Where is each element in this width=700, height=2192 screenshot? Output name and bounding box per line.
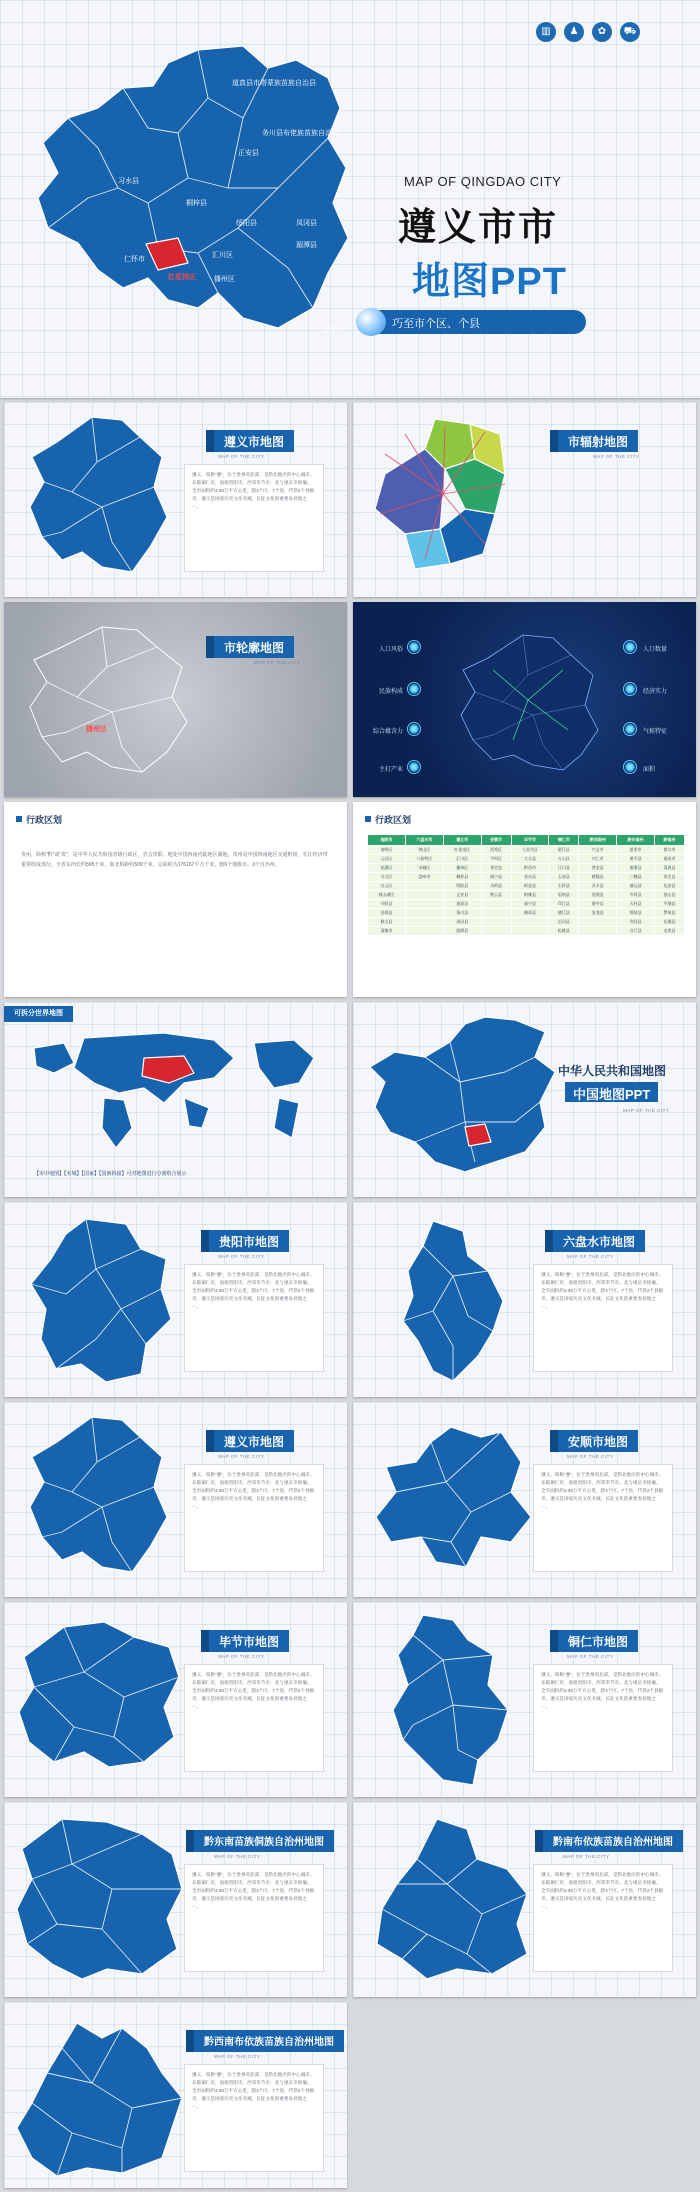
- liupanshui-textbox: 遵义，简称“遵”，位于贵州省北部，是黔北地区的中心城市。东临铜仁市，南接贵阳市，西邻毕节市，北与重庆市接壤。全市面积约3.08万平方公里，辖3个区、7个县，代管2个县级市。遵义是国家历史文化名城，长征文化的重要发祥地之一。: [533, 1264, 673, 1372]
- cover-pill-text: 巧至市个区、个县: [392, 318, 480, 330]
- admin-table-cell: 贵定县: [655, 873, 685, 882]
- admin-table-cell: 贞丰县: [579, 882, 617, 891]
- admin-table-cell: 沿河县: [549, 918, 579, 927]
- admin-table-cell: 盘州市: [405, 873, 443, 882]
- admin-table-row: [368, 882, 685, 891]
- admin-table-cell: 安龙县: [579, 909, 617, 918]
- slide-bijie: [4, 1602, 347, 1797]
- ring-left-4: [407, 760, 421, 774]
- anshun-subtitle: MAP OF THE CITY: [567, 1454, 614, 1459]
- admin-table-cell: [405, 882, 443, 891]
- cover-label-fenggang: 凤冈县: [296, 220, 317, 227]
- slide1-subtitle: MAP OF THE CITY: [218, 454, 265, 459]
- admin-table-cell: 都匀市: [655, 846, 685, 855]
- cover-pill-ball: [356, 308, 386, 336]
- admin-right-header: 行政区划: [375, 815, 412, 825]
- admin-table-cell: [405, 891, 443, 900]
- admin-table-cell: 南明区: [368, 846, 406, 855]
- admin-table-cell: [481, 927, 511, 936]
- admin-table-header-cell: 遵义市: [443, 835, 481, 846]
- ring-right-label-2: 经济实力: [643, 689, 668, 695]
- admin-table-header-cell: 地级市: [368, 835, 406, 846]
- zunyi2-textbox: 遵义，简称“遵”，位于贵州省北部，是黔北地区的中心城市。东临铜仁市，南接贵阳市，西邻毕节市，北与重庆市接壤。全市面积约3.08万平方公里，辖3个区、7个县，代管2个县级市。遵义是国家历史文化名城，长征文化的重要发祥地之一。: [184, 1464, 324, 1572]
- world-map: [24, 1028, 334, 1158]
- zunyi-map-2: [22, 1412, 172, 1582]
- cover-label-xishui: 习水县: [118, 178, 139, 185]
- qdn-title: 黔东南苗族侗族自治州地图: [194, 1830, 334, 1852]
- slide2-subtitle: MAP OF THE CITY: [593, 454, 640, 459]
- guiyang-textbox: 遵义，简称“遵”，位于贵州省北部，是黔北地区的中心城市。东临铜仁市，南接贵阳市，西邻毕节市，北与重庆市接壤。全市面积约3.08万平方公里，辖3个区、7个县，代管2个县级市。遵义是国家历史文化名城，长征文化的重要发祥地之一。: [184, 1264, 324, 1372]
- qn-title: 黔南布依族苗族自治州地图: [543, 1830, 683, 1852]
- ring-right-4: [623, 760, 637, 774]
- admin-table-cell: 剑河县: [617, 918, 655, 927]
- slide3-title: 市轮廓地图: [214, 636, 294, 658]
- admin-table-cell: [405, 918, 443, 927]
- bijie-map: [14, 1617, 184, 1777]
- slide-qiandongnan: [4, 1802, 347, 1997]
- ring-right-label-3: 气候特征: [643, 729, 668, 735]
- admin-table-cell: 白云区: [368, 882, 406, 891]
- admin-table-cell: 大方县: [511, 855, 549, 864]
- cart-icon[interactable]: ⛟: [620, 22, 640, 42]
- slide1-textbox: 遵义，简称“遵”，位于贵州省北部，是黔北地区的中心城市。东临铜仁市，南接贵阳市，西邻毕节市，北与重庆市接壤。全市面积约3.08万平方公里，辖3个区、7个县，代管2个县级市。遵义是国家历史文化名城，长征文化的重要发祥地之一。: [184, 464, 324, 572]
- bijie-title: 毕节市地图: [209, 1630, 289, 1652]
- slide-data-map: [353, 602, 696, 797]
- admin-table-cell: 清镇市: [368, 927, 406, 936]
- admin-table-cell: 纳雍县: [511, 891, 549, 900]
- admin-table-row: [368, 891, 685, 900]
- guiyang-title: 贵阳市地图: [209, 1230, 289, 1252]
- tongren-subtitle: MAP OF THE CITY: [567, 1654, 614, 1659]
- guiyang-map: [26, 1214, 176, 1389]
- liupanshui-map: [393, 1216, 513, 1386]
- slide-guiyang: [4, 1202, 347, 1397]
- china-small: MAP OF THE CITY: [623, 1108, 670, 1113]
- admin-table-cell: 绥阳县: [443, 882, 481, 891]
- admin-table-header-cell: 黔南州: [655, 835, 685, 846]
- slide-china-map: [353, 1002, 696, 1197]
- admin-table-cell: 红花岗区: [443, 846, 481, 855]
- admin-table-row: [368, 864, 685, 873]
- admin-table-cell: 凯里市: [617, 846, 655, 855]
- admin-table-cell: 钟山区: [405, 846, 443, 855]
- admin-table-cell: 玉屏县: [549, 873, 579, 882]
- admin-table-cell: 瓮安县: [655, 882, 685, 891]
- admin-table-cell: 威宁县: [511, 900, 549, 909]
- admin-table-cell: 紫云县: [481, 891, 511, 900]
- cover-label-wuchuan: 务川县布佬族苗族自治县: [262, 130, 339, 137]
- admin-table-row: [368, 927, 685, 936]
- admin-table-row: [368, 873, 685, 882]
- admin-table-cell: [579, 918, 617, 927]
- slide-zunyi-2: [4, 1402, 347, 1597]
- slide-world-map: [4, 1002, 347, 1197]
- slide-radiation-map: [353, 402, 696, 597]
- data-map: [453, 630, 603, 775]
- slide-zunyi-map: [4, 402, 347, 597]
- admin-table-cell: 万山区: [549, 855, 579, 864]
- admin-table-cell: 普安县: [579, 864, 617, 873]
- admin-table-cell: 金沙县: [511, 873, 549, 882]
- cover-pill: [360, 310, 586, 334]
- admin-paragraph: 贵州，简称“黔”或“贵”，是中华人民共和国省级行政区，省会贵阳，地处中国西南内陆地区腹地。贵州是中国西南地区交通枢纽，长江经济带重要组成部分。全省东西长约595千米，南北相距约509千米，总面积为176167平方千米，辖6个地级市、3个自治州。: [14, 844, 337, 954]
- cover-label-renhuai: 仁怀市: [124, 256, 145, 263]
- slide-admin-table: [353, 802, 696, 997]
- ring-right-1: [623, 640, 637, 654]
- admin-table-cell: 册亨县: [579, 900, 617, 909]
- admin-table-cell: 镇远县: [617, 882, 655, 891]
- slide1-title: 遵义市地图: [214, 430, 294, 452]
- admin-table-cell: 七星关区: [511, 846, 549, 855]
- chart-icon[interactable]: ▥: [536, 22, 556, 42]
- admin-table-cell: 石阡县: [549, 882, 579, 891]
- china-map: [365, 1012, 565, 1187]
- admin-table-cell: [405, 927, 443, 936]
- slide-qiannan: [353, 1802, 696, 1997]
- admin-table-cell: 关岭县: [481, 882, 511, 891]
- admin-table-cell: 赫章县: [511, 909, 549, 918]
- admin-left-header: 行政区划: [26, 815, 63, 825]
- admin-table-header-cell: 铜仁市: [549, 835, 579, 846]
- zunyi2-title: 遵义市地图: [214, 1430, 294, 1452]
- admin-table-cell: 正安县: [443, 891, 481, 900]
- cover-subtitle-en: MAP OF QINGDAO CITY: [404, 174, 562, 189]
- tongren-title: 铜仁市地图: [558, 1630, 638, 1652]
- admin-table-cell: [511, 918, 549, 927]
- admin-table-row: [368, 918, 685, 927]
- admin-table-cell: 锦屏县: [617, 909, 655, 918]
- cover-label-tongzi: 桐梓县: [186, 200, 207, 207]
- ring-left-label-2: 民族构成: [379, 689, 404, 695]
- qxn-textbox: 遵义，简称“遵”，位于贵州省北部，是黔北地区的中心城市。东临铜仁市，南接贵阳市，西邻毕节市，北与重庆市接壤。全市面积约3.08万平方公里，辖3个区、7个县，代管2个县级市。遵义是国家历史文化名城，长征文化的重要发祥地之一。: [184, 2064, 324, 2172]
- slide-outline-map: [4, 602, 347, 797]
- admin-table-cell: 江口县: [549, 864, 579, 873]
- admin-table-cell: 息烽县: [368, 909, 406, 918]
- qianxinan-map: [12, 2018, 187, 2183]
- ring-right-label-1: 人口数量: [643, 647, 668, 653]
- admin-table-cell: 施秉县: [617, 864, 655, 873]
- admin-table-cell: 独山县: [655, 891, 685, 900]
- cover-label-bozhou: 播州区: [214, 276, 235, 283]
- zunyi2-subtitle: MAP OF THE CITY: [218, 1454, 265, 1459]
- admin-table-cell: 兴仁市: [579, 855, 617, 864]
- cover-label-honghuagang: 红花岗区: [168, 274, 196, 281]
- admin-table-cell: 德江县: [549, 909, 579, 918]
- admin-table-cell: 湄潭县: [443, 927, 481, 936]
- qn-textbox: 遵义，简称“遵”，位于贵州省北部，是黔北地区的中心城市。东临铜仁市，南接贵阳市，西邻毕节市，北与重庆市接壤。全市面积约3.08万平方公里，辖3个区、7个县，代管2个县级市。遵义是国家历史文化名城，长征文化的重要发祥地之一。: [533, 1864, 673, 1972]
- admin-table-cell: 织金县: [511, 882, 549, 891]
- bijie-subtitle: MAP OF THE CITY: [218, 1654, 265, 1659]
- admin-table-cell: 晴隆县: [579, 873, 617, 882]
- ring-right-label-4: 面积: [643, 767, 656, 773]
- cover-label-zhengan: 正安县: [238, 150, 259, 157]
- admin-table-header: [368, 835, 685, 846]
- slide-tongren: [353, 1602, 696, 1797]
- ring-left-label-1: 人口风俗: [379, 647, 404, 653]
- cover-title-line1: 遵义市市: [398, 207, 559, 249]
- admin-table-cell: 松桃县: [549, 927, 579, 936]
- admin-table-cell: 岑巩县: [617, 891, 655, 900]
- admin-table-cell: 三穗县: [617, 873, 655, 882]
- admin-table-cell: 罗甸县: [655, 909, 685, 918]
- ring-right-2: [623, 682, 637, 696]
- cover-label-daozhen: 道真县市塔蒙族苗族自治县: [232, 80, 316, 87]
- admin-table-cell: 龙里县: [655, 927, 685, 936]
- world-header: 可拆分世界地图: [4, 1006, 73, 1022]
- admin-table-body: [368, 846, 685, 936]
- liupanshui-title: 六盘水市地图: [553, 1230, 645, 1252]
- admin-table-cell: 黄平县: [617, 855, 655, 864]
- admin-table-cell: [405, 909, 443, 918]
- admin-table-cell: 花溪区: [368, 864, 406, 873]
- zunyi-map: [22, 412, 172, 582]
- liupanshui-subtitle: MAP OF THE CITY: [567, 1254, 614, 1259]
- cover-label-yuqing: 余庆县: [322, 326, 343, 333]
- admin-table-cell: 水城区: [405, 864, 443, 873]
- admin-table-cell: 福泉市: [655, 855, 685, 864]
- admin-table-cell: 天柱县: [617, 900, 655, 909]
- admin-table-cell: [481, 918, 511, 927]
- admin-table-row: [368, 846, 685, 855]
- admin-table-cell: [579, 927, 617, 936]
- admin-table-cell: 兴义市: [579, 846, 617, 855]
- qxn-subtitle: MAP OF THE CITY: [214, 2054, 261, 2059]
- qiandongnan-map: [12, 1814, 187, 1984]
- admin-table-row: [368, 909, 685, 918]
- admin-table-cell: 桐梓县: [443, 873, 481, 882]
- admin-table-cell: 开阳县: [368, 900, 406, 909]
- admin-table-cell: 台江县: [617, 927, 655, 936]
- admin-table-cell: 汇川区: [443, 855, 481, 864]
- admin-table-cell: 镇宁县: [481, 873, 511, 882]
- china-subtitle-box: 中国地图PPT: [565, 1082, 658, 1102]
- tongren-map: [383, 1610, 518, 1790]
- anshun-title: 安顺市地图: [558, 1430, 638, 1452]
- admin-table-cell: [511, 927, 549, 936]
- admin-table-cell: 西秀区: [481, 846, 511, 855]
- outline-map: [22, 622, 192, 782]
- admin-table-cell: 思南县: [549, 891, 579, 900]
- china-title: 中华人民共和国地图: [558, 1064, 667, 1078]
- admin-table-cell: 望谟县: [579, 891, 617, 900]
- admin-table-cell: 长顺县: [655, 918, 685, 927]
- admin-table-header-cell: 安顺市: [481, 835, 511, 846]
- admin-table-cell: 云岩区: [368, 855, 406, 864]
- admin-table-cell: 黔西市: [511, 864, 549, 873]
- bijie-textbox: 遵义，简称“遵”，位于贵州省北部，是黔北地区的中心城市。东临铜仁市，南接贵阳市，西邻毕节市，北与重庆市接壤。全市面积约3.08万平方公里，辖3个区、7个县，代管2个县级市。遵义是国家历史文化名城，长征文化的重要发祥地之一。: [184, 1664, 324, 1772]
- qn-subtitle: MAP OF THE CITY: [563, 1854, 610, 1859]
- admin-table-cell: 荔波县: [655, 864, 685, 873]
- admin-table-cell: 平塘县: [655, 900, 685, 909]
- qdn-textbox: 遵义，简称“遵”，位于贵州省北部，是黔北地区的中心城市。东临铜仁市，南接贵阳市，西邻毕节市，北与重庆市接壤。全市面积约3.08万平方公里，辖3个区、7个县，代管2个县级市。遵义是国家历史文化名城，长征文化的重要发祥地之一。: [184, 1864, 324, 1972]
- cover-slide: [0, 0, 700, 398]
- cover-label-suiyang: 绥阳县: [236, 220, 257, 227]
- anshun-textbox: 遵义，简称“遵”，位于贵州省北部，是黔北地区的中心城市。东临铜仁市，南接贵阳市，西邻毕节市，北与重庆市接壤。全市面积约3.08万平方公里，辖3个区、7个县，代管2个县级市。遵义是国家历史文化名城，长征文化的重要发祥地之一。: [533, 1464, 673, 1572]
- slide-qianxinan: [4, 2002, 347, 2188]
- user-icon[interactable]: ♟: [564, 22, 584, 42]
- ring-left-3: [407, 722, 421, 736]
- cover-title-line2: 地图PPT: [412, 261, 567, 303]
- admin-table-cell: [405, 900, 443, 909]
- admin-table-row: [368, 900, 685, 909]
- slide3-subtitle: MAP OF THE CITY: [254, 660, 301, 665]
- ring-left-1: [407, 640, 421, 654]
- slide-admin-text: [4, 802, 347, 997]
- qiannan-map: [367, 1814, 537, 1984]
- tongren-textbox: 遵义，简称“遵”，位于贵州省北部，是黔北地区的中心城市。东临铜仁市，南接贵阳市，西邻毕节市，北与重庆市接壤。全市面积约3.08万平方公里，辖3个区、7个县，代管2个县级市。遵义是国家历史文化名城，长征文化的重要发祥地之一。: [533, 1664, 673, 1772]
- admin-table-cell: 印江县: [549, 900, 579, 909]
- admin-table-cell: 播州区: [443, 864, 481, 873]
- admin-table-cell: 乌当区: [368, 873, 406, 882]
- admin-table-row: [368, 855, 685, 864]
- admin-table-cell: 观山湖区: [368, 891, 406, 900]
- admin-table-header-cell: 毕节市: [511, 835, 549, 846]
- ring-left-label-3: 综合蕴含力: [373, 729, 404, 735]
- admin-table: [367, 834, 685, 936]
- radiation-map: [365, 414, 525, 574]
- admin-table-header-cell: 黔东南州: [617, 835, 655, 846]
- ring-right-3: [623, 722, 637, 736]
- admin-table-cell: 平坝区: [481, 855, 511, 864]
- admin-table-cell: 碧江区: [549, 846, 579, 855]
- admin-table-cell: [481, 909, 511, 918]
- world-legend: 【市中地图】【名城】【国家】【国画拆接】可对地图进行分割组合展示: [34, 1171, 187, 1177]
- qxn-title: 黔西南布依族苗族自治州地图: [194, 2030, 344, 2052]
- slide-anshun: [353, 1402, 696, 1597]
- cover-label-huichuan: 汇川区: [212, 252, 233, 259]
- admin-table-cell: 六枝特区: [405, 855, 443, 864]
- gear-icon[interactable]: ✿: [592, 22, 612, 42]
- qdn-subtitle: MAP OF THE CITY: [214, 1854, 261, 1859]
- admin-table-header-cell: 六盘水市: [405, 835, 443, 846]
- admin-table-cell: 道真县: [443, 900, 481, 909]
- cover-label-meitan: 湄潭县: [296, 242, 317, 249]
- admin-table-cell: 修文县: [368, 918, 406, 927]
- admin-table-cell: 凤冈县: [443, 918, 481, 927]
- admin-table-header-cell: 黔西南州: [579, 835, 617, 846]
- admin-table-cell: 务川县: [443, 909, 481, 918]
- ring-left-2: [407, 682, 421, 696]
- admin-table-cell: [481, 900, 511, 909]
- ring-left-label-4: 主打产业: [379, 767, 404, 773]
- anshun-map: [371, 1422, 536, 1577]
- slide2-title: 市辐射地图: [558, 430, 638, 452]
- slide-liupanshui: [353, 1202, 696, 1397]
- guiyang-subtitle: MAP OF THE CITY: [218, 1254, 265, 1259]
- admin-table-cell: 普定县: [481, 864, 511, 873]
- outline-red-label: 播州区: [86, 726, 107, 733]
